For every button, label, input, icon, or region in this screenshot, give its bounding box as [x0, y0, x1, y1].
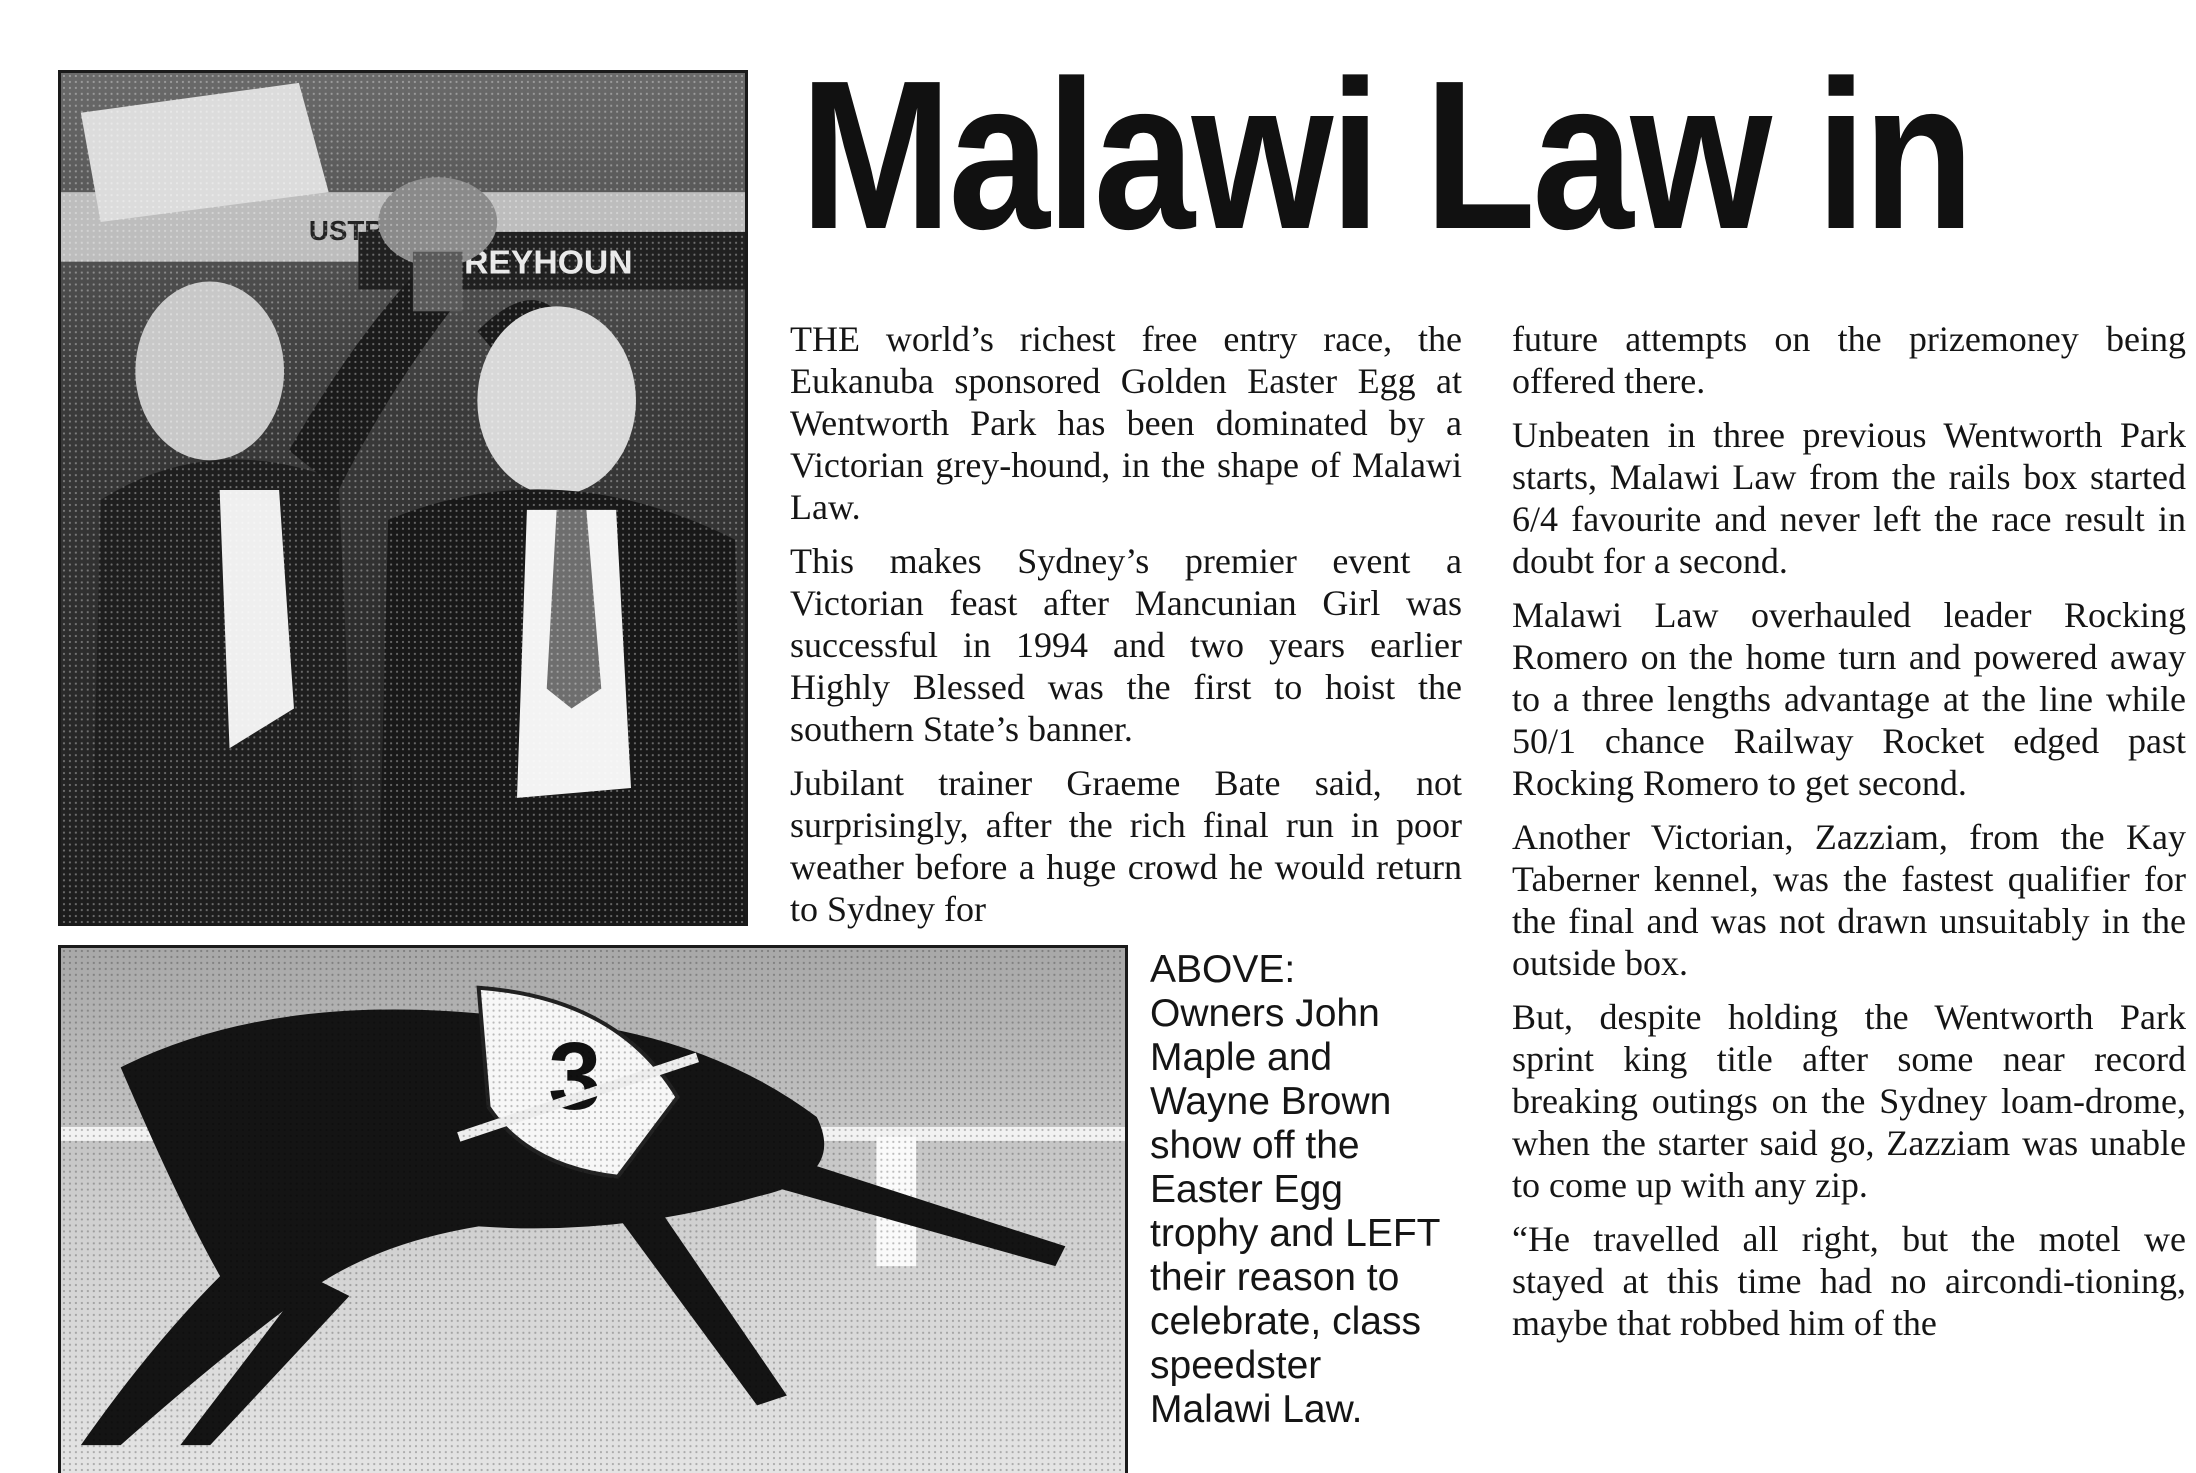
greyhound-photo-image — [61, 948, 1125, 1473]
article-paragraph: future attempts on the prizemoney being offered there. — [1512, 319, 2186, 401]
article-paragraph: But, despite holding the Wentworth Park sprint king title after some near record breaking outings on the Sydney loam-drome, when the starter said go, Zazziam was unable to come up with any zip. — [1512, 997, 2186, 1205]
owners-trophy-photo-image — [61, 73, 745, 923]
article-column-1 — [790, 318, 1462, 942]
photo-caption — [1150, 948, 1450, 1432]
headline: Malawi Law in — [800, 36, 1971, 273]
article-paragraph: THE world’s richest free entry race, the Eukanuba sponsored Golden Easter Egg at Wentworth Park has been dominated by a Victorian grey-hound, in the shape of Malawi Law. — [790, 319, 1462, 527]
article-paragraph: Jubilant trainer Graeme Bate said, not surprisingly, after the rich final run in poor weather before a huge crowd he would return to Sydney for — [790, 763, 1462, 929]
article-column-2 — [1512, 318, 2186, 1356]
article-paragraph: Unbeaten in three previous Wentworth Park starts, Malawi Law from the rails box started 6/4 favourite and never left the race result in doubt for a second. — [1512, 415, 2186, 581]
article-paragraph: Another Victorian, Zazziam, from the Kay Taberner kennel, was the fastest qualifier for the final and was not drawn unsuitably in the outside box. — [1512, 817, 2186, 983]
article-paragraph: “He travelled all right, but the motel we stayed at this time had no aircondi-tioning, maybe that robbed him of the — [1512, 1219, 2186, 1343]
greyhound-photo — [58, 945, 1128, 1473]
owners-trophy-photo — [58, 70, 748, 926]
article-paragraph: Malawi Law overhauled leader Rocking Romero on the home turn and powered away to a three lengths advantage at the line while 50/1 chance Railway Rocket edged past Rocking Romero to get second. — [1512, 595, 2186, 803]
caption-lead: ABOVE: — [1150, 948, 1296, 991]
caption-text: Owners John Maple and Wayne Brown show off the Easter Egg trophy and LEFT their reason to celebrate, class speedster Malawi Law. — [1150, 992, 1440, 1431]
article-paragraph: This makes Sydney’s premier event a Victorian feast after Mancunian Girl was successful in 1994 and two years earlier Highly Blessed was the first to hoist the southern State’s banner. — [790, 541, 1462, 749]
